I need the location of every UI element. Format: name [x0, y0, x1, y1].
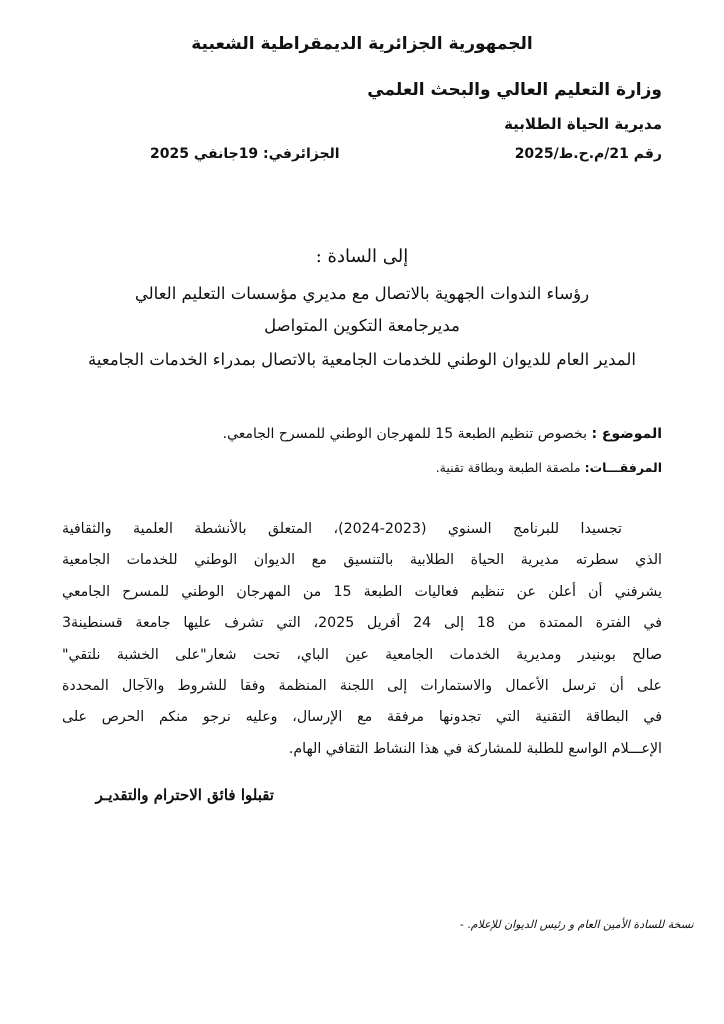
body-line-7: في البطاقة التقنية التي تجدونها مرفقة مع الإرسال، وعليه نرجو منكم الحرص على	[62, 709, 662, 726]
attachments-label: المرفقـــات:	[584, 460, 662, 475]
body-line-1: تجسيدا للبرنامج السنوي (2023-2024)، المتعلق بالأنشطة العلمية والثقافية	[62, 521, 622, 537]
body-line-5: صالح بوبنيدر ومديرية الخدمات الجامعية عين الباي، تحت شعار"على الخشبة نلتقي"	[62, 646, 662, 663]
addressee-3: المدير العام للديوان الوطني للخدمات الجامعية بالاتصال بمدراء الخدمات الجامعية	[88, 350, 636, 369]
body-line-4: في الفترة الممتدة من 18 إلى 24 أفريل 2025، التي تشرف عليها جامعة قسنطينة3	[62, 615, 662, 632]
attachments-line	[436, 460, 662, 475]
subject-text: بخصوص تنظيم الطبعة 15 للمهرجان الوطني للمسرح الجامعي.	[222, 426, 587, 442]
copy-note	[460, 918, 694, 931]
body-line-6: على أن ترسل الأعمال والاستمارات إلى اللجنة المنظمة وفقا للشروط والآجال المحددة	[62, 678, 662, 695]
place-date: الجزائرفي: 19جانفي 2025	[150, 146, 340, 162]
subject-label: الموضوع :	[591, 426, 662, 442]
copy-note-text: نسخة للسادة الأمين العام و رئيس الديوان للإعلام.	[467, 918, 694, 931]
reference-number: رقم 21/م.ح.ط/2025	[514, 146, 662, 162]
body-line-3: يشرفني أن أعلن عن تنظيم فعاليات الطبعة 15 من المهرجان الوطني للمسرح الجامعي	[62, 583, 662, 600]
letter-body	[62, 514, 662, 765]
addressee-2: مديرجامعة التكوين المتواصل	[264, 316, 460, 335]
subject-line	[223, 426, 662, 442]
copy-note-dash: -	[460, 918, 464, 931]
body-line-8: الإعـــلام الواسع للطلبة للمشاركة في هذا النشاط الثقافي الهام.	[288, 740, 662, 757]
ministry-heading: وزارة التعليم العالي والبحث العلمي	[367, 80, 662, 100]
body-line-2: الذي سطرته مديرية الحياة الطلابية بالتنسيق مع الديوان الوطني للخدمات الجامعية	[62, 552, 662, 569]
attachments-text: ملصقة الطبعة وبطاقة تقنية.	[435, 460, 581, 475]
addressee-1: رؤساء الندوات الجهوية بالاتصال مع مديري مؤسسات التعليم العالي	[134, 284, 590, 303]
closing-salutation: تقبلوا فائق الاحترام والتقديـر	[95, 786, 274, 804]
addressees-title: إلى السادة :	[315, 246, 409, 267]
republic-heading: الجمهورية الجزائرية الديمقراطية الشعبية	[191, 34, 533, 54]
directorate-heading: مديرية الحياة الطلابية	[504, 115, 662, 133]
